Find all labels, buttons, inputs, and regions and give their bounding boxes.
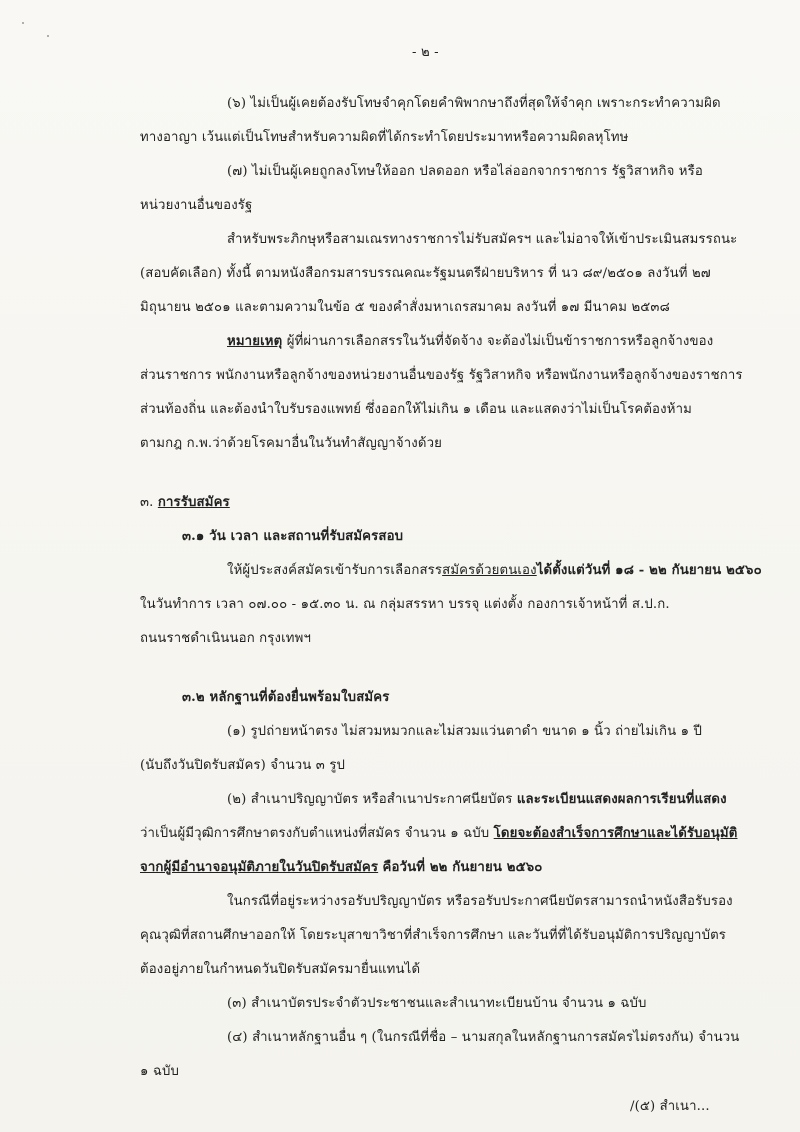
- scan-speck: [22, 22, 24, 24]
- item-7-line-2: หน่วยงานอื่นของรัฐ: [140, 198, 253, 213]
- scan-speck: [47, 35, 49, 37]
- section-3-1-line-2: ในวันทำการ เวลา ๐๗.๐๐ - ๑๕.๓๐ น. ณ กลุ่มสรรหา บรรจุ แต่งตั้ง กองการเจ้าหน้าที่ ส.ป.ก.: [140, 597, 670, 612]
- note-text: ผู้ที่ผ่านการเลือกสรรในวันที่จัดจ้าง จะต้องไม่เป็นข้าราชการหรือลูกจ้างของ: [286, 334, 714, 349]
- doc-2-deadline: คือวันที่ ๒๒ กันยายน ๒๕๖๐: [382, 860, 543, 875]
- continuation-marker: /(๕) สำเนา...: [630, 1099, 710, 1114]
- doc-4-line-2: ๑ ฉบับ: [140, 1064, 180, 1079]
- apply-dates: ได้ตั้งแต่วันที่ ๑๘ - ๒๒ กันยายน ๒๕๖๐: [536, 563, 762, 578]
- doc-2-qualification: ว่าเป็นผู้มีวุฒิการศึกษาตรงกับตำแหน่งที่สมัคร จำนวน ๑ ฉบับ: [140, 826, 490, 841]
- doc-4-line-1: (๔) สำเนาหลักฐานอื่น ๆ (ในกรณีที่ชื่อ – นามสกุลในหลักฐานการสมัครไม่ตรงกัน) จำนวน: [227, 1030, 740, 1045]
- monks-line-3: มิถุนายน ๒๕๐๑ และตามความในข้อ ๕ ของคำสั่งมหาเถรสมาคม ลงวันที่ ๑๗ มีนาคม ๒๕๓๘: [140, 300, 670, 315]
- item-6-line-1: (๖) ไม่เป็นผู้เคยต้องรับโทษจำคุกโดยคำพิพากษาถึงที่สุดให้จำคุก เพราะกระทำความผิด: [227, 96, 721, 111]
- doc-3-line: (๓) สำเนาบัตรประจำตัวประชาชนและสำเนาทะเบียนบ้าน จำนวน ๑ ฉบับ: [227, 996, 647, 1011]
- apply-intro: ให้ผู้ประสงค์สมัครเข้ารับการเลือกสรร: [227, 563, 443, 578]
- item-6-line-2: ทางอาญา เว้นแต่เป็นโทษสำหรับความผิดที่ได้กระทำโดยประมาทหรือความผิดลหุโทษ: [140, 130, 629, 145]
- note-label: หมายเหตุ: [227, 334, 283, 349]
- doc-2-approval: จากผู้มีอำนาจอนุมัติภายในวันปิดรับสมัคร: [140, 860, 379, 875]
- note-line-3: ส่วนท้องถิ่น และต้องนำใบรับรองแพทย์ ซึ่งออกให้ไม่เกิน ๑ เดือน และแสดงว่าไม่เป็นโรคต้องห้าม: [140, 402, 692, 417]
- doc-1-line-2: (นับถึงวันปิดรับสมัคร) จำนวน ๓ รูป: [140, 758, 346, 773]
- doc-2-pending-line-2: คุณวุฒิที่สถานศึกษาออกให้ โดยระบุสาขาวิชาที่สำเร็จการศึกษา และวันที่ที่ได้รับอนุมัติการปริญญาบัตร: [140, 928, 727, 943]
- doc-2-requirement: โดยจะต้องสำเร็จการศึกษาและได้รับอนุมัติ: [493, 826, 738, 841]
- section-3-1-line-1: [227, 562, 762, 580]
- doc-2-pending-line-3: ต้องอยู่ภายในกำหนดวันปิดรับสมัครมายื่นแทนได้: [140, 962, 421, 977]
- note-line-1: [227, 333, 713, 351]
- section-3-1-title: ๓.๑ วัน เวลา และสถานที่รับสมัครสอบ: [182, 529, 404, 544]
- section-3-title: การรับสมัคร: [157, 495, 230, 510]
- note-line-4: ตามกฎ ก.พ.ว่าด้วยโรคมาอื่นในวันทำสัญญาจ้างด้วย: [140, 436, 442, 451]
- doc-2-transcript: และระเบียนแสดงผลการเรียนที่แสดง: [516, 792, 727, 807]
- doc-1-line-1: (๑) รูปถ่ายหน้าตรง ไม่สวมหมวกและไม่สวมแว่นตาดำ ขนาด ๑ นิ้ว ถ่ายไม่เกิน ๑ ปี: [227, 724, 702, 739]
- section-3-1-line-3: ถนนราชดำเนินนอก กรุงเทพฯ: [140, 631, 312, 646]
- section-3-2-title: ๓.๒ หลักฐานที่ต้องยื่นพร้อมใบสมัคร: [182, 690, 390, 705]
- note-line-2: ส่วนราชการ พนักงานหรือลูกจ้างของหน่วยงานอื่นของรัฐ รัฐวิสาหกิจ หรือพนักงานหรือลูกจ้างของราชการ: [140, 368, 743, 383]
- doc-2-pending-line-1: ในกรณีที่อยู่ระหว่างรอรับปริญญาบัตร หรือรอรับประกาศนียบัตรสามารถนำหนังสือรับรอง: [227, 894, 733, 909]
- apply-in-person: สมัครด้วยตนเอง: [442, 563, 537, 578]
- section-3-heading: [140, 494, 230, 512]
- doc-2-line-2: [140, 825, 737, 843]
- doc-2-line-3: [140, 859, 542, 877]
- monks-line-1: สำหรับพระภิกษุหรือสามเณรทางราชการไม่รับสมัครฯ และไม่อาจให้เข้าประเมินสมรรถนะ: [227, 232, 738, 247]
- doc-2-text: (๒) สำเนาปริญญาบัตร หรือสำเนาประกาศนียบัตร: [227, 792, 513, 807]
- page-number: - ๒ -: [412, 45, 439, 60]
- monks-line-2: (สอบคัดเลือก) ทั้งนี้ ตามหนังสือกรมสารบรรณคณะรัฐมนตรีฝ่ายบริหาร ที่ นว ๘๙/๒๕๐๑ ลงวันที่ ๒๗: [140, 266, 711, 281]
- section-3-number: ๓.: [140, 495, 154, 510]
- doc-2-line-1: [227, 791, 727, 809]
- item-7-line-1: (๗) ไม่เป็นผู้เคยถูกลงโทษให้ออก ปลดออก หรือไล่ออกจากราชการ รัฐวิสาหกิจ หรือ: [227, 164, 703, 179]
